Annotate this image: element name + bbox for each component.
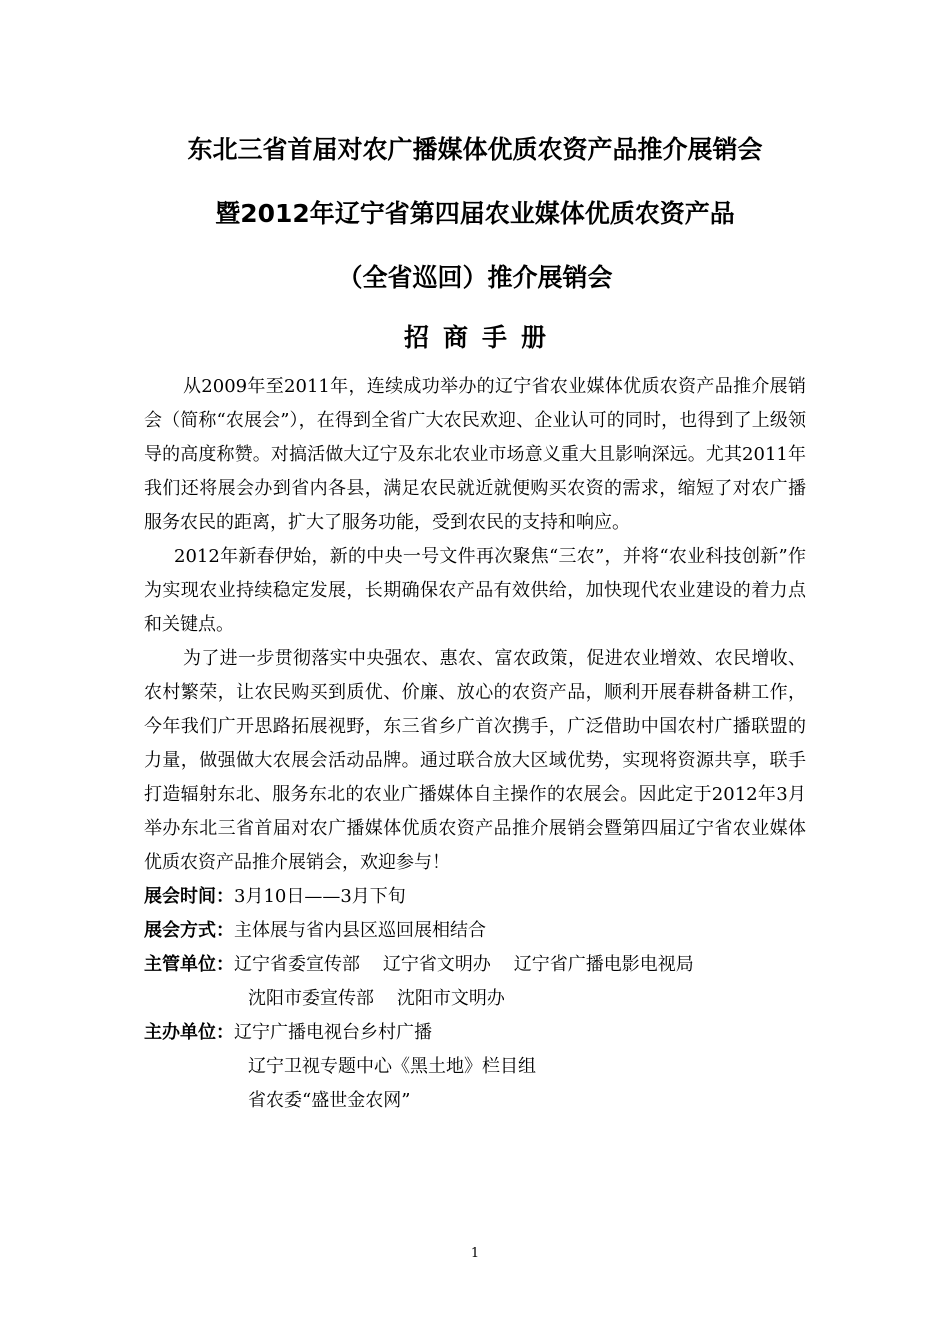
paragraph-policy: 2012年新春伊始，新的中央一号文件再次聚焦“三农”，并将“农业科技创新”作为实现农业持续稳定发展，长期确保农产品有效供给，加快现代农业建设的着力点和关键点。 (144, 546, 806, 635)
info-row-time (144, 880, 806, 914)
mode-value: 主体展与省内县区巡回展相结合 (234, 920, 486, 941)
time-label: 展会时间： (144, 886, 234, 907)
title-line-1: 东北三省首届对农广播媒体优质农资产品推介展销会 (187, 135, 763, 164)
organizer-label: 主办单位： (144, 1022, 234, 1043)
info-row-mode (144, 914, 806, 948)
title-line-2: 暨2012年辽宁省第四届农业媒体优质农资产品 (215, 199, 735, 228)
info-row-supervisor (144, 948, 806, 982)
supervisor-line-1: 辽宁省委宣传部 辽宁省文明办 辽宁省广播电影电视局 (234, 954, 694, 975)
paragraph-purpose: 为了进一步贯彻落实中央强农、惠农、富农政策，促进农业增效、农民增收、农村繁荣，让农民购买到质优、价廉、放心的农资产品，顺利开展春耕备耕工作，今年我们广开思路拓展视野，东三省乡广首次携手，广泛借助中国农村广播联盟的力量，做强做大农展会活动品牌。通过联合放大区域优势，实现将资源共享，联手打造辐射东北、服务东北的农业广播媒体自主操作的农展会。因此定于2012年3月举办东北三省首届对农广播媒体优质农资产品推介展销会暨第四届辽宁省农业媒体优质农资产品推介展销会，欢迎参与！ (144, 648, 806, 873)
manual-title: 招商手册 (403, 323, 560, 352)
page-number: 1 (470, 1246, 480, 1261)
organizer-line-3: 省农委“盛世金农网” (248, 1090, 411, 1111)
exhibition-info (144, 880, 806, 1118)
supervisor-line-2: 沈阳市委宣传部 沈阳市文明办 (248, 988, 505, 1009)
info-row-organizer (144, 1016, 806, 1050)
paragraph-intro: 从2009年至2011年，连续成功举办的辽宁省农业媒体优质农资产品推介展销会（简称“农展会”），在得到全省广大农民欢迎、企业认可的同时，也得到了上级领导的高度称赞。对搞活做大辽宁及东北农业市场意义重大且影响深远。尤其2011年我们还将展会办到省内各县，满足农民就近就便购买农资的需求，缩短了对农广播服务农民的距离，扩大了服务功能，受到农民的支持和响应。 (144, 376, 806, 533)
supervisor-label: 主管单位： (144, 954, 234, 975)
time-value: 3月10日——3月下旬 (234, 886, 406, 907)
mode-label: 展会方式： (144, 920, 234, 941)
organizer-line-1: 辽宁广播电视台乡村广播 (234, 1022, 432, 1043)
document-body (144, 370, 806, 1118)
organizer-line-2: 辽宁卫视专题中心《黑土地》栏目组 (248, 1056, 536, 1077)
title-line-3: （全省巡回）推介展销会 (337, 263, 613, 292)
